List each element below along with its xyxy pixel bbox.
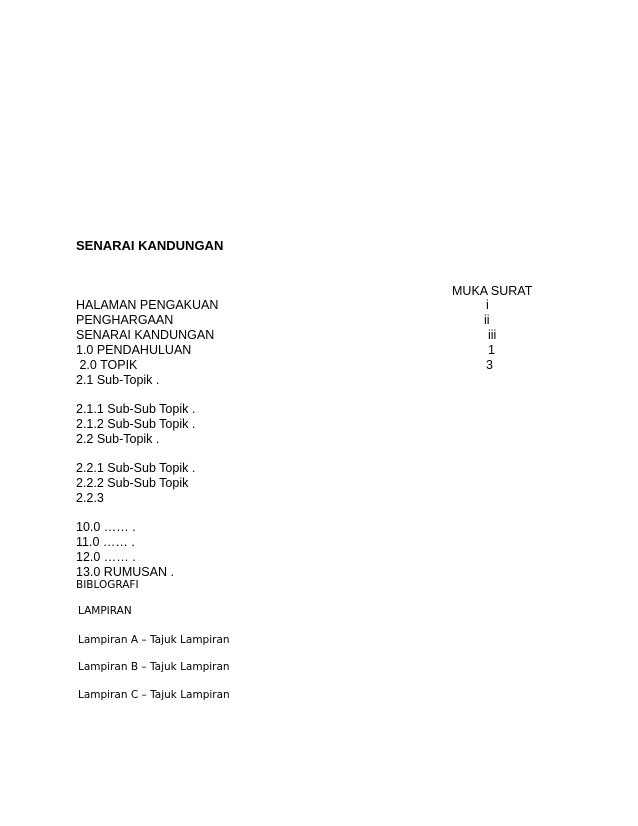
page-column-header: MUKA SURAT	[452, 284, 533, 298]
bibliography-entry: BIBLOGRAFI	[76, 579, 139, 591]
appendix-item: Lampiran B – Tajuk Lampiran	[78, 661, 230, 673]
toc-title: SENARAI KANDUNGAN	[76, 238, 224, 253]
toc-sub-entry: 2.1.2 Sub-Sub Topik .	[76, 417, 196, 431]
toc-entry-page: 3	[486, 358, 493, 372]
toc-entry-page: 1	[488, 343, 495, 357]
toc-entry-label: HALAMAN PENGAKUAN	[76, 298, 219, 312]
toc-sub-entry: 12.0 …… .	[76, 550, 136, 564]
appendix-item: Lampiran C – Tajuk Lampiran	[78, 689, 230, 701]
toc-sub-entry: 2.2.2 Sub-Sub Topik	[76, 476, 189, 490]
toc-entry-page: iii	[488, 328, 497, 342]
toc-entry-page: ii	[484, 313, 490, 327]
toc-sub-entry: 13.0 RUMUSAN .	[76, 565, 174, 579]
toc-sub-entry: 11.0 …… .	[76, 535, 135, 549]
toc-sub-entry: 2.1.1 Sub-Sub Topik .	[76, 402, 196, 416]
toc-sub-entry: 10.0 …… .	[76, 520, 136, 534]
toc-sub-entry: 2.2.3	[76, 491, 104, 505]
appendix-item: Lampiran A – Tajuk Lampiran	[78, 634, 230, 646]
appendix-heading: LAMPIRAN	[78, 605, 132, 617]
toc-entry-label: PENGHARGAAN	[76, 313, 174, 327]
toc-sub-entry: 2.2 Sub-Topik .	[76, 432, 160, 446]
toc-entry-label: 1.0 PENDAHULUAN	[76, 343, 192, 357]
toc-entry-label: SENARAI KANDUNGAN	[76, 328, 215, 342]
toc-entry-page: i	[486, 298, 489, 312]
toc-sub-entry: 2.2.1 Sub-Sub Topik .	[76, 461, 196, 475]
toc-sub-entry: 2.1 Sub-Topik .	[76, 373, 160, 387]
toc-entry-label: 2.0 TOPIK	[76, 358, 138, 372]
